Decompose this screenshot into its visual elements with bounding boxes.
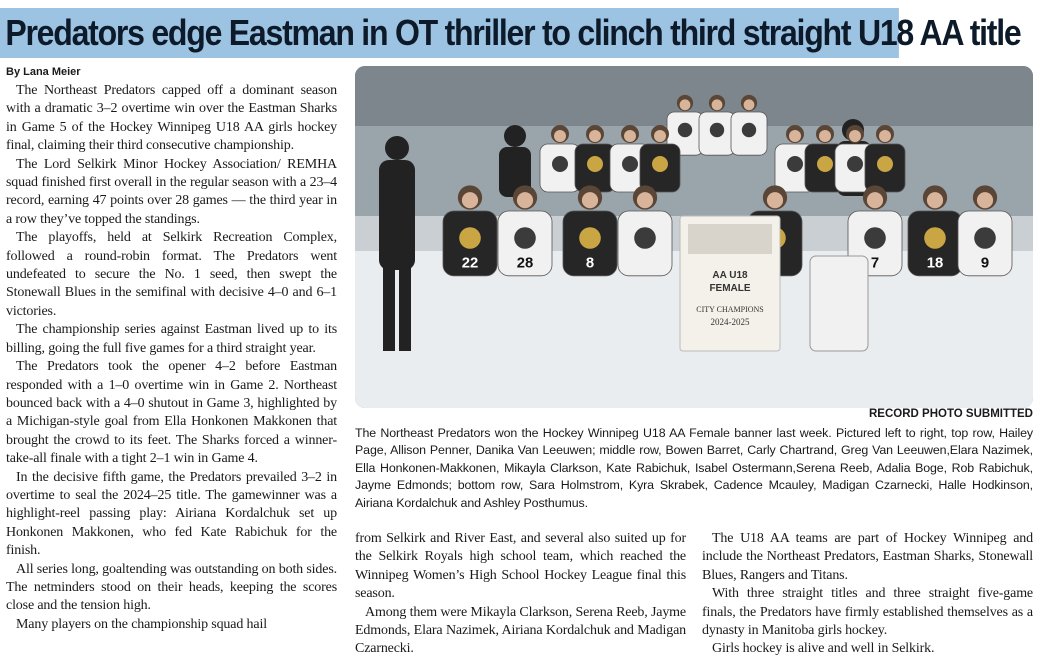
paragraph: The U18 AA teams are part of Hockey Winnipeg and include the Northeast Predators, Eastman Sharks, Stonewall Blues, Rangers and Titans. xyxy=(702,531,1033,583)
article-column-2 xyxy=(355,530,686,659)
paragraph: from Selkirk and River East, and several also suited up for the Selkirk Royals high school team, which reached the Winnipeg Women’s High School Hockey League final this season. xyxy=(355,531,686,602)
paragraph: In the decisive fifth game, the Predators prevailed 3–2 in overtime to seal the 2024–25 title. The gamewinner was a highlight-reel passing play: Airiana Kordalchuk set up Honkonen Makkonen, who fed Kate Rabichuk for the finish. xyxy=(6,469,337,559)
article-column-1 xyxy=(6,82,337,634)
article-column-3 xyxy=(702,530,1033,659)
jersey-number: 22 xyxy=(461,255,479,272)
paragraph: Girls hockey is alive and well in Selkirk. xyxy=(712,641,935,657)
jersey-number: 18 xyxy=(926,255,944,272)
paragraph: Among them were Mikayla Clarkson, Serena Reeb, Jayme Edmonds, Elara Nazimek, Airiana Kordalchuk and Madigan Czarnecki. xyxy=(355,604,686,657)
photo-credit: RECORD PHOTO SUBMITTED xyxy=(869,408,1033,420)
jersey-number: 8 xyxy=(585,255,595,272)
paragraph: The Lord Selkirk Minor Hockey Association/ REMHA squad finished first overall in the regular season with a 23–4 record, earning 47 points over 28 games — the third year in a row they’ve topped the standings. xyxy=(6,156,337,227)
paragraph: The Predators took the opener 4–2 before Eastman responded with a 1–0 overtime win in Game 2. Northeast bounced back with a 4–0 shutout in Game 3, highlighted by a Michigan-style goal from Ella Honkonen Makkonen that brought the crowd to its feet. The Sharks forced a winner-take-all finale with a tight 2–1 win in Game 4. xyxy=(6,359,337,467)
paragraph: Many players on the championship squad hail xyxy=(16,616,267,632)
paragraph: With three straight titles and three straight five-game finals, the Predators have firmly established themselves as a dynasty in Manitoba girls hockey. xyxy=(702,586,1033,639)
jersey-number: 7 xyxy=(870,255,880,272)
photo-caption: The Northeast Predators won the Hockey Winnipeg U18 AA Female banner last week. Pictured left to right, top row, Hailey Page, Allison Penner, Danika Van Leeuwen; middle row, Bowen Barret, Carly Chartrand, Greg Van Leeuwen,Elara Nazimek, Ella Honkonen-Makkonen, Mikayla Clarkson, Kate Rabichuk, Isabel Ostermann,Serena Reeb, Adalia Boge, Rob Rabichuk, Jayme Edmonds; bottom row, Sara Holmstrom, Kyra Skrabek, Cadence Mcauley, Madigan Czarnecki, Halle Hodkinson, Airiana Kordalchuk and Ashley Posthumus. xyxy=(355,426,1033,510)
headline: Predators edge Eastman in OT thriller to clinch third straight U18 AA title xyxy=(0,8,899,58)
paragraph: The playoffs, held at Selkirk Recreation Complex, followed a round-robin format. The Predators went undefeated to secure the No. 1 seed, then swept the Stonewall Blues in the semifinal with decisive 4–0 and 6–1 victories. xyxy=(6,230,337,319)
paragraph: All series long, goaltending was outstanding on both sides. The netminders stood on their heads, keeping the scores close and the tension high. xyxy=(6,561,337,614)
team-photo xyxy=(355,66,1033,408)
championship-banner xyxy=(680,216,780,351)
banner-line: CITY CHAMPIONS xyxy=(696,305,764,314)
byline: By Lana Meier xyxy=(6,66,81,78)
banner-line: 2024-2025 xyxy=(710,317,750,327)
paragraph: The Northeast Predators capped off a dominant season with a dramatic 3–2 overtime win over the Eastman Sharks in Game 5 of the Hockey Winnipeg U18 AA girls hockey final, claiming their third consecutive championship. xyxy=(6,83,337,154)
jersey-number: 28 xyxy=(516,255,534,272)
banner-line: FEMALE xyxy=(709,283,751,294)
jersey-number: 9 xyxy=(980,255,990,272)
paragraph: The championship series against Eastman lived up to its billing, going the full five games for a third straight year. xyxy=(6,322,337,356)
banner-line: AA U18 xyxy=(712,270,748,281)
